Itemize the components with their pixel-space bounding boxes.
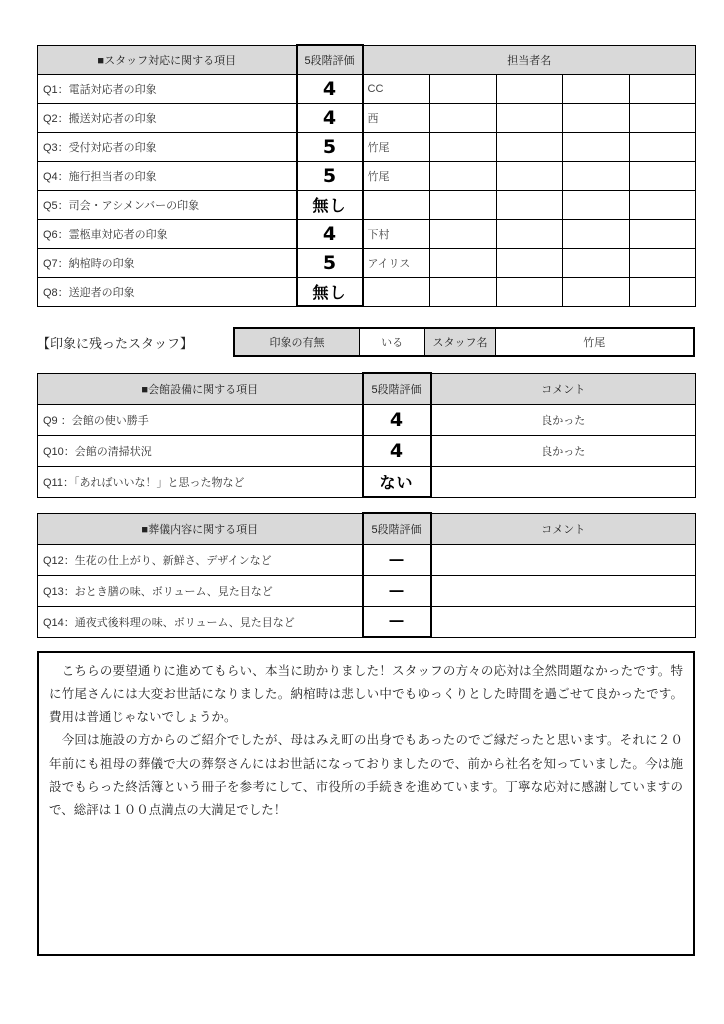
question-cell: Q10：会館の清掃状況	[38, 435, 363, 466]
facility-table-header-row	[38, 373, 696, 404]
person-cell: 竹尾	[363, 132, 430, 161]
table-row	[38, 606, 696, 637]
person-cell-empty	[630, 277, 696, 306]
person-cell-empty	[497, 132, 563, 161]
table-row	[38, 277, 696, 306]
rating-cell: 4	[363, 404, 431, 435]
rating-cell: 4	[297, 74, 363, 103]
staff-response-table	[37, 44, 696, 307]
person-cell-empty	[497, 219, 563, 248]
table-row	[38, 544, 696, 575]
comment-cell-empty	[431, 544, 696, 575]
memorable-staff-label: 【印象に残ったスタッフ】	[37, 335, 194, 351]
person-cell-empty	[630, 161, 696, 190]
person-name-header: 担当者名	[363, 45, 696, 74]
staff-table-title: ■スタッフ対応に関する項目	[38, 45, 297, 74]
staff-name-label: スタッフ名	[425, 328, 495, 356]
person-cell-empty	[497, 161, 563, 190]
rating-scale-header: 5段階評価	[363, 513, 431, 544]
table-row	[38, 575, 696, 606]
rating-cell: 4	[297, 103, 363, 132]
free-comment-box	[37, 651, 695, 956]
funeral-table-title: ■葬儀内容に関する項目	[38, 513, 363, 544]
person-cell-empty	[430, 132, 497, 161]
staff-name-value: 竹尾	[495, 328, 694, 356]
person-cell-empty	[430, 219, 497, 248]
memorable-staff-section	[37, 327, 695, 357]
staff-table-header-row	[38, 45, 696, 74]
comment-header: コメント	[431, 373, 696, 404]
rating-cell: ―	[363, 575, 431, 606]
person-cell-empty	[563, 248, 630, 277]
free-comment-paragraph: こちらの要望通りに進めてもらい、本当に助かりました！スタッフの方々の応対は全然問題なかったです。特に竹尾さんには大変お世話になりました。納棺時は悲しい中でもゆっくりとした時間を過ごせて良かったです。費用は普通じゃないでしょうか。	[49, 664, 683, 725]
person-cell-empty	[430, 277, 497, 306]
table-row	[38, 103, 696, 132]
person-cell-empty	[630, 219, 696, 248]
table-row	[38, 248, 696, 277]
question-cell: Q3：受付対応者の印象	[38, 132, 297, 161]
comment-cell: 良かった	[431, 404, 696, 435]
free-comment-paragraph: 今回は施設の方からのご紹介でしたが、母はみえ町の出身でもあったのでご縁だったと思います。それに２０年前にも祖母の葬儀で大の葬祭さんにはお世話になっておりましたので、前から社名を知っていました。今は施設でもらった終活簿という冊子を参考にして、市役所の手続きを進めています。丁寧な応対に感謝していますので、総評は１００点満点の大満足でした！	[49, 733, 683, 817]
person-cell-empty	[630, 103, 696, 132]
impression-presence-label: 印象の有無	[234, 328, 360, 356]
question-cell: Q4：施行担当者の印象	[38, 161, 297, 190]
question-cell: Q6：霊柩車対応者の印象	[38, 219, 297, 248]
person-cell-empty	[630, 190, 696, 219]
comment-cell: 良かった	[431, 435, 696, 466]
rating-cell: 無し	[297, 190, 363, 219]
comment-header: コメント	[431, 513, 696, 544]
question-cell: Q5：司会・アシメンバーの印象	[38, 190, 297, 219]
person-cell-empty	[563, 277, 630, 306]
rating-scale-header: 5段階評価	[363, 373, 431, 404]
person-cell-empty	[563, 190, 630, 219]
person-cell: 下村	[363, 219, 430, 248]
table-row	[38, 132, 696, 161]
person-cell-empty	[630, 74, 696, 103]
memorable-staff-table	[233, 327, 695, 357]
question-cell: Q8：送迎者の印象	[38, 277, 297, 306]
table-row	[38, 435, 696, 466]
person-cell: CC	[363, 74, 430, 103]
sheet-content	[37, 44, 695, 956]
person-cell-empty	[430, 103, 497, 132]
person-cell-empty	[430, 248, 497, 277]
person-cell-empty	[497, 190, 563, 219]
rating-cell: 4	[297, 219, 363, 248]
comment-cell-empty	[431, 575, 696, 606]
impression-presence-value: いる	[360, 328, 425, 356]
facility-table-title: ■会館設備に関する項目	[38, 373, 363, 404]
question-cell: Q13：おとき膳の味、ボリューム、見た目など	[38, 575, 363, 606]
funeral-table-header-row	[38, 513, 696, 544]
person-cell-empty	[563, 132, 630, 161]
person-cell: 西	[363, 103, 430, 132]
person-cell-empty	[430, 161, 497, 190]
rating-cell: 5	[297, 248, 363, 277]
person-cell	[363, 190, 430, 219]
question-cell: Q11：「あればいいな！」と思った物など	[38, 466, 363, 497]
table-row	[38, 219, 696, 248]
person-cell-empty	[563, 161, 630, 190]
person-cell-empty	[430, 74, 497, 103]
person-cell-empty	[497, 248, 563, 277]
person-cell: 竹尾	[363, 161, 430, 190]
rating-cell: 無し	[297, 277, 363, 306]
funeral-table	[37, 512, 696, 638]
rating-cell: ―	[363, 606, 431, 637]
question-cell: Q9 ：会館の使い勝手	[38, 404, 363, 435]
rating-cell: ―	[363, 544, 431, 575]
person-cell-empty	[563, 74, 630, 103]
table-row	[38, 190, 696, 219]
person-cell	[363, 277, 430, 306]
table-row	[234, 328, 694, 356]
person-cell-empty	[497, 103, 563, 132]
question-cell: Q14：通夜式後料理の味、ボリューム、見た目など	[38, 606, 363, 637]
comment-cell-empty	[431, 606, 696, 637]
rating-cell: 4	[363, 435, 431, 466]
person-cell-empty	[630, 132, 696, 161]
question-cell: Q7：納棺時の印象	[38, 248, 297, 277]
rating-cell: ない	[363, 466, 431, 497]
facility-table	[37, 372, 696, 498]
table-row	[38, 404, 696, 435]
table-row	[38, 466, 696, 497]
person-cell-empty	[430, 190, 497, 219]
person-cell-empty	[630, 248, 696, 277]
person-cell-empty	[497, 277, 563, 306]
table-row	[38, 74, 696, 103]
table-row	[38, 161, 696, 190]
comment-cell-empty	[431, 466, 696, 497]
rating-scale-header: 5段階評価	[297, 45, 363, 74]
rating-cell: 5	[297, 161, 363, 190]
person-cell-empty	[563, 219, 630, 248]
person-cell-empty	[563, 103, 630, 132]
question-cell: Q12：生花の仕上がり、新鮮さ、デザインなど	[38, 544, 363, 575]
rating-cell: 5	[297, 132, 363, 161]
person-cell-empty	[497, 74, 563, 103]
question-cell: Q2：搬送対応者の印象	[38, 103, 297, 132]
person-cell: アイリス	[363, 248, 430, 277]
question-cell: Q1：電話対応者の印象	[38, 74, 297, 103]
